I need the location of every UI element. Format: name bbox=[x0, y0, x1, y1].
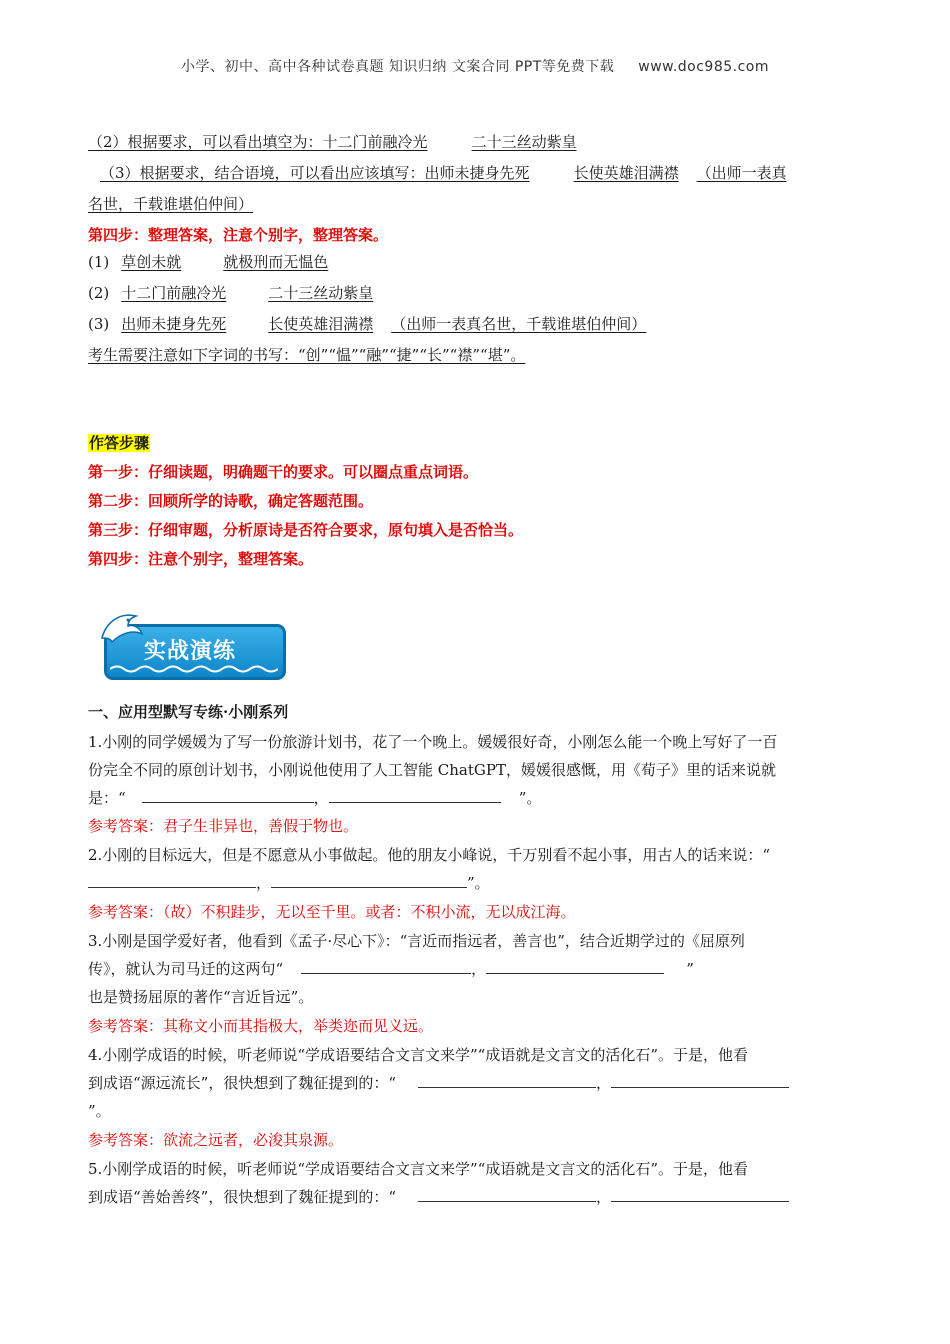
q3-prefix: 传》，就认为司马迁的这两句“ bbox=[88, 960, 284, 978]
q1-line-1: 1.小刚的同学媛媛为了写一份旅游计划书，花了一个晚上。媛媛很好奇，小刚怎么能一个晚上写好了一百 bbox=[88, 733, 778, 751]
answer-2-num: (2) bbox=[88, 284, 110, 302]
q3-line-1: 3.小刚是国学爱好者，他看到《孟子·尽心下》：“言近而指远者，善言也”，结合近期学过的《屈原列 bbox=[88, 932, 745, 950]
q4-blank-1[interactable] bbox=[418, 1072, 596, 1088]
q5-blank-2[interactable] bbox=[611, 1186, 789, 1202]
q3-line-3: 也是赞扬屈原的著作“言近旨远”。 bbox=[88, 988, 314, 1006]
q4-line-2 bbox=[88, 1072, 789, 1094]
answer-1-a: 草创未就 bbox=[121, 253, 182, 271]
q3-answer: 参考答案：其称文小而其指极大，举类迩而见义远。 bbox=[88, 1017, 434, 1035]
step-1: 第一步：仔细读题，明确题干的要求。可以圈点重点词语。 bbox=[88, 463, 479, 481]
analysis-3-prefix: （3）根据要求，结合语境，可以看出应该填写： bbox=[100, 164, 425, 182]
practice-badge bbox=[98, 608, 290, 684]
badge-label: 实战演练 bbox=[144, 639, 237, 664]
q1-line-2: 份完全不同的原创计划书，小刚说他使用了人工智能 ChatGPT，媛媛很感慨，用《荀子》里的话来说就 bbox=[88, 761, 776, 779]
step-3: 第三步：仔细审题，分析原诗是否符合要求，原句填入是否恰当。 bbox=[88, 521, 524, 539]
steps-title-text: 作答步骤 bbox=[89, 434, 150, 452]
q4-comma: ， bbox=[596, 1074, 612, 1092]
practice-section-title: 一、应用型默写专练·小刚系列 bbox=[88, 703, 289, 721]
steps-title bbox=[88, 432, 150, 454]
q2-line-1: 2.小刚的目标远大，但是不愿意从小事做起。他的朋友小峰说，千万别看不起小事，用古人的话来说：“ bbox=[88, 846, 770, 864]
q1-blank-1[interactable] bbox=[142, 787, 314, 803]
q4-blank-2[interactable] bbox=[611, 1072, 789, 1088]
q3-suffix: ” bbox=[686, 960, 694, 978]
answer-3 bbox=[88, 313, 646, 335]
analysis-3-a: 出师未捷身先死 bbox=[424, 164, 530, 182]
analysis-3-b: 长使英雄泪满襟 bbox=[573, 164, 679, 182]
analysis-2-prefix: （2）根据要求，可以看出填空为： bbox=[88, 133, 323, 151]
q5-prefix: 到成语“善始善终”，很快想到了魏征提到的：“ bbox=[88, 1188, 397, 1206]
analysis-3-cont: 名世，千载谁堪伯仲间） bbox=[88, 195, 254, 213]
page-header bbox=[0, 56, 950, 76]
q3-blank-1[interactable] bbox=[301, 958, 471, 974]
q5-line-1: 5.小刚学成语的时候，听老师说“学成语要结合文言文来学”“成语就是文言文的活化石”。于是，他看 bbox=[88, 1160, 748, 1178]
q5-blank-1[interactable] bbox=[418, 1186, 596, 1202]
q1-line-3 bbox=[88, 787, 541, 809]
analysis-3-c: （出师一表真 bbox=[696, 164, 787, 182]
answer-3-a: 出师未捷身先死 bbox=[121, 315, 227, 333]
answer-2-b: 二十三丝动紫皇 bbox=[268, 284, 374, 302]
analysis-line-3 bbox=[100, 162, 787, 184]
q1-blank-2[interactable] bbox=[329, 787, 501, 803]
step4-title: 第四步：整理答案，注意个别字，整理答案。 bbox=[88, 226, 389, 244]
analysis-2-a: 十二门前融冷光 bbox=[322, 133, 428, 151]
q4-answer: 参考答案：欲流之远者，必浚其泉源。 bbox=[88, 1131, 344, 1149]
q1-suffix: ”。 bbox=[518, 789, 542, 807]
analysis-line-2 bbox=[88, 131, 601, 153]
answer-3-c: （出师一表真名世，千载谁堪伯仲间） bbox=[391, 315, 647, 333]
step4-note bbox=[88, 344, 525, 366]
answer-3-num: (3) bbox=[88, 315, 110, 333]
answer-2 bbox=[88, 282, 395, 304]
answer-3-b: 长使英雄泪满襟 bbox=[268, 315, 374, 333]
q4-line-3: ”。 bbox=[88, 1102, 111, 1120]
answer-2-a: 十二门前融冷光 bbox=[121, 284, 227, 302]
q5-line-2 bbox=[88, 1186, 789, 1208]
header-text: 小学、初中、高中各种试卷真题 知识归纳 文案合同 PPT等免费下载 bbox=[180, 59, 615, 75]
step4-note-text: 考生需要注意如下字词的书写：“创”“愠”“融”“捷”“长”“襟”“堪”。 bbox=[88, 346, 526, 364]
wave-icon bbox=[110, 664, 278, 674]
answer-1-b: 就极刑而无愠色 bbox=[223, 253, 329, 271]
q2-suffix: ”。 bbox=[467, 874, 490, 892]
step-2: 第二步：回顾所学的诗歌，确定答题范围。 bbox=[88, 492, 374, 510]
q3-comma: ， bbox=[471, 960, 487, 978]
q2-answer: 参考答案：（故）不积跬步，无以至千里。或者：不积小流，无以成江海。 bbox=[88, 903, 576, 921]
q3-line-2 bbox=[88, 958, 694, 980]
q4-line-1: 4.小刚学成语的时候，听老师说“学成语要结合文言文来学”“成语就是文言文的活化石”。于是，他看 bbox=[88, 1046, 748, 1064]
q1-answer: 参考答案：君子生非异也，善假于物也。 bbox=[88, 817, 359, 835]
q4-prefix: 到成语“源远流长”，很快想到了魏征提到的：“ bbox=[88, 1074, 397, 1092]
dolphin-icon bbox=[98, 608, 146, 648]
analysis-2-b: 二十三丝动紫皇 bbox=[471, 133, 577, 151]
header-site: www.doc985.com bbox=[638, 59, 770, 75]
analysis-line-3-cont bbox=[88, 193, 253, 215]
q2-comma: ， bbox=[256, 874, 272, 892]
q5-comma: ， bbox=[596, 1188, 612, 1206]
q1-prefix: 是：“ bbox=[88, 789, 126, 807]
q2-blank-1[interactable] bbox=[88, 872, 256, 888]
answer-1 bbox=[88, 251, 368, 273]
q3-blank-2[interactable] bbox=[486, 958, 664, 974]
q2-blank-2[interactable] bbox=[271, 872, 467, 888]
step-4: 第四步：注意个别字，整理答案。 bbox=[88, 550, 314, 568]
q2-line-2 bbox=[88, 872, 490, 894]
q1-comma: ， bbox=[313, 789, 329, 807]
answer-1-num: (1) bbox=[88, 253, 110, 271]
